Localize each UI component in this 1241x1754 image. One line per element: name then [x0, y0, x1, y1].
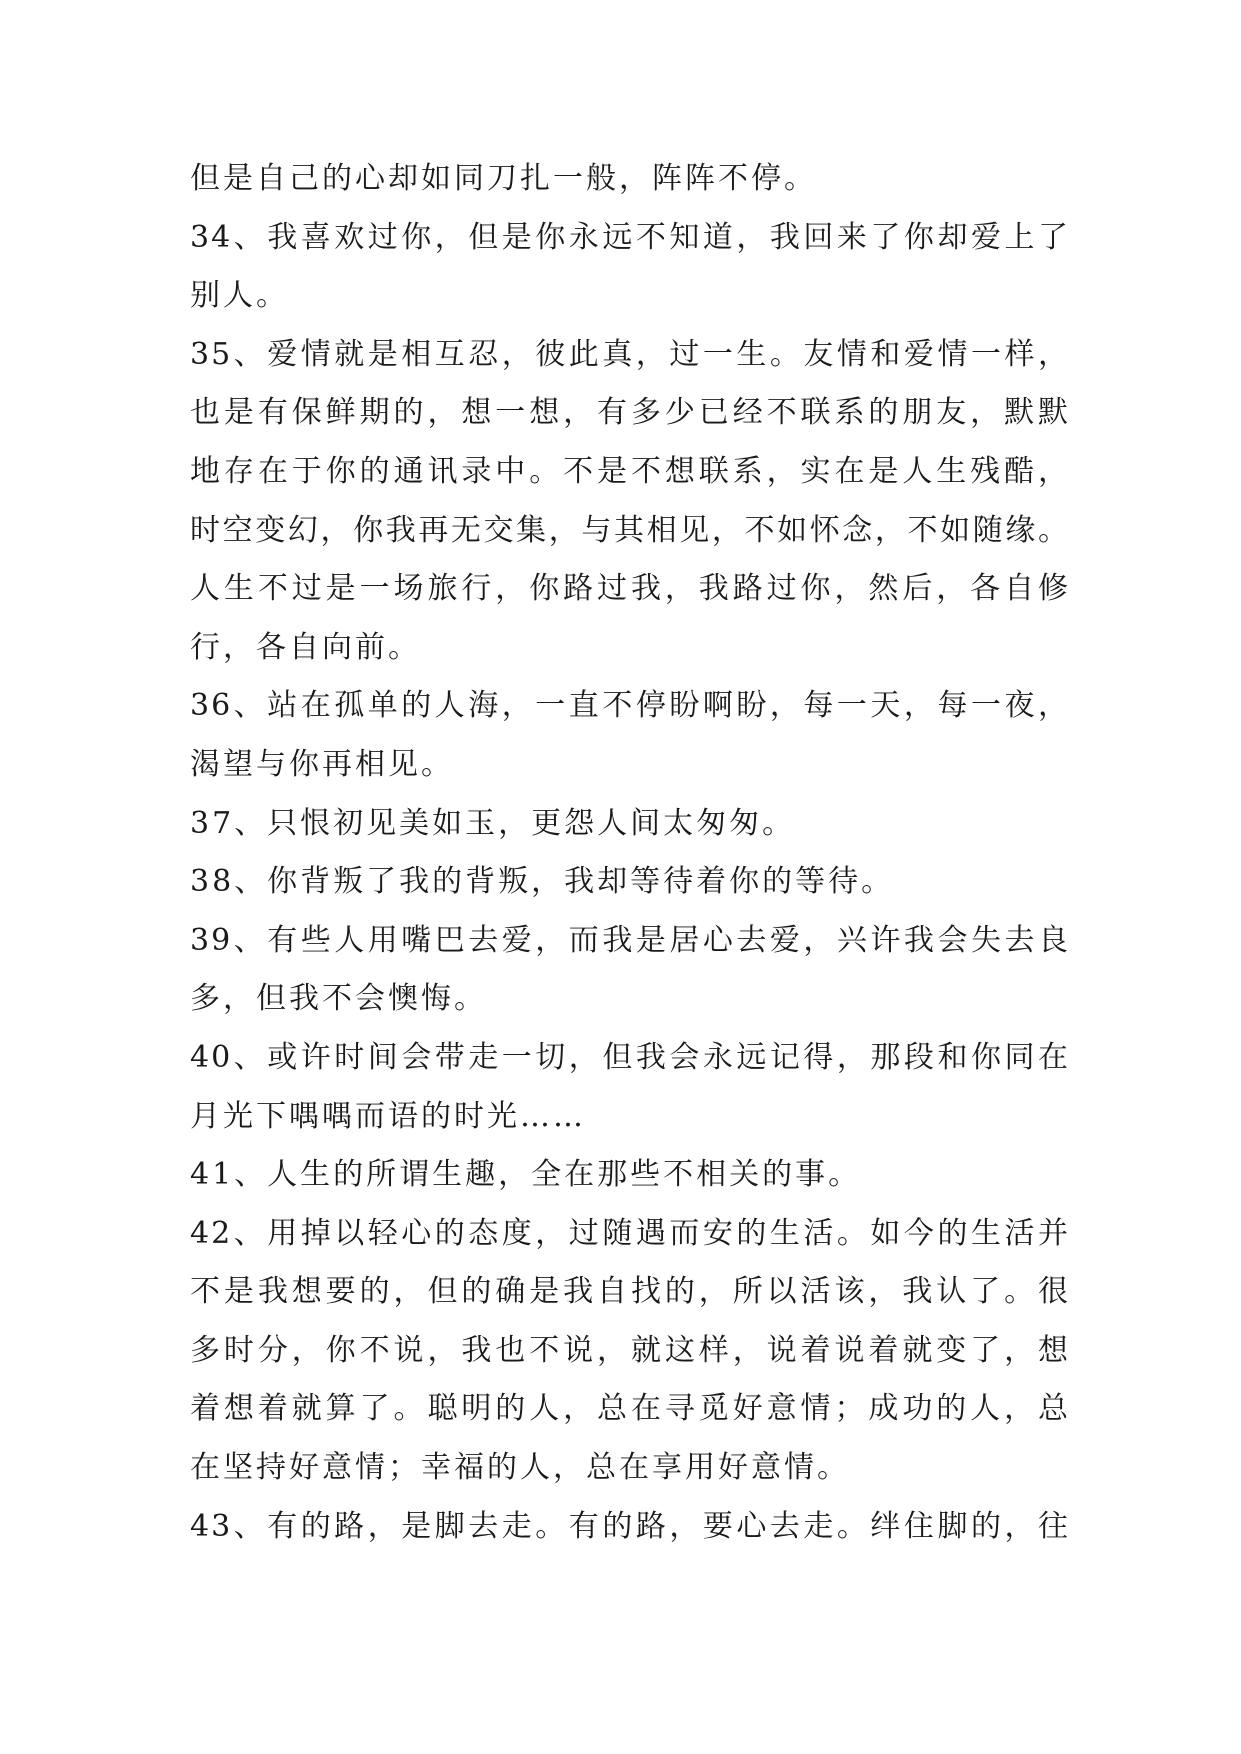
- text-line: 着想着就算了。聪明的人，总在寻觅好意情；成功的人，总: [190, 1391, 1070, 1427]
- text-line: 也是有保鲜期的，想一想，有多少已经不联系的朋友，默默: [190, 395, 1070, 431]
- body-text: [190, 150, 1070, 1556]
- text-line: 但是自己的心却如同刀扎一般，阵阵不停。: [190, 161, 817, 196]
- text-line: 42、用掉以轻心的态度，过随遇而安的生活。如今的生活并: [190, 1215, 1070, 1251]
- text-line: 行，各自向前。: [190, 629, 421, 665]
- text-line: 月光下喁喁而语的时光……: [190, 1098, 586, 1134]
- text-line: 渴望与你再相见。: [190, 746, 454, 782]
- text-line: 38、你背叛了我的背叛，我却等待着你的等待。: [190, 864, 895, 900]
- text-line: 地存在于你的通讯录中。不是不想联系，实在是人生残酷，: [190, 453, 1070, 489]
- text-line: 时空变幻，你我再无交集，与其相见，不如怀念，不如随缘。: [190, 512, 1070, 548]
- text-line: 多时分，你不说，我也不说，就这样，说着说着就变了，想: [190, 1332, 1070, 1368]
- text-line: 43、有的路，是脚去走。有的路，要心去走。绊住脚的，往: [190, 1508, 1070, 1544]
- text-line: 36、站在孤单的人海，一直不停盼啊盼，每一天，每一夜，: [190, 688, 1070, 724]
- text-line: 39、有些人用嘴巴去爱，而我是居心去爱，兴许我会失去良: [190, 922, 1070, 958]
- text-line: 别人。: [190, 278, 289, 314]
- text-line: 37、只恨初见美如玉，更怨人间太匆匆。: [190, 805, 796, 841]
- text-line: 多，但我不会懊悔。: [190, 981, 487, 1017]
- text-line: 41、人生的所谓生趣，全在那些不相关的事。: [190, 1157, 862, 1193]
- text-line: 不是我想要的，但的确是我自找的，所以活该，我认了。很: [190, 1274, 1070, 1310]
- text-line: 在坚持好意情；幸福的人，总在享用好意情。: [190, 1450, 850, 1486]
- text-line: 人生不过是一场旅行，你路过我，我路过你，然后，各自修: [190, 571, 1070, 607]
- text-line: 35、爱情就是相互忍，彼此真，过一生。友情和爱情一样，: [190, 336, 1070, 372]
- text-line: 34、我喜欢过你，但是你永远不知道，我回来了你却爱上了: [190, 219, 1070, 255]
- text-line: 40、或许时间会带走一切，但我会永远记得，那段和你同在: [190, 1039, 1070, 1075]
